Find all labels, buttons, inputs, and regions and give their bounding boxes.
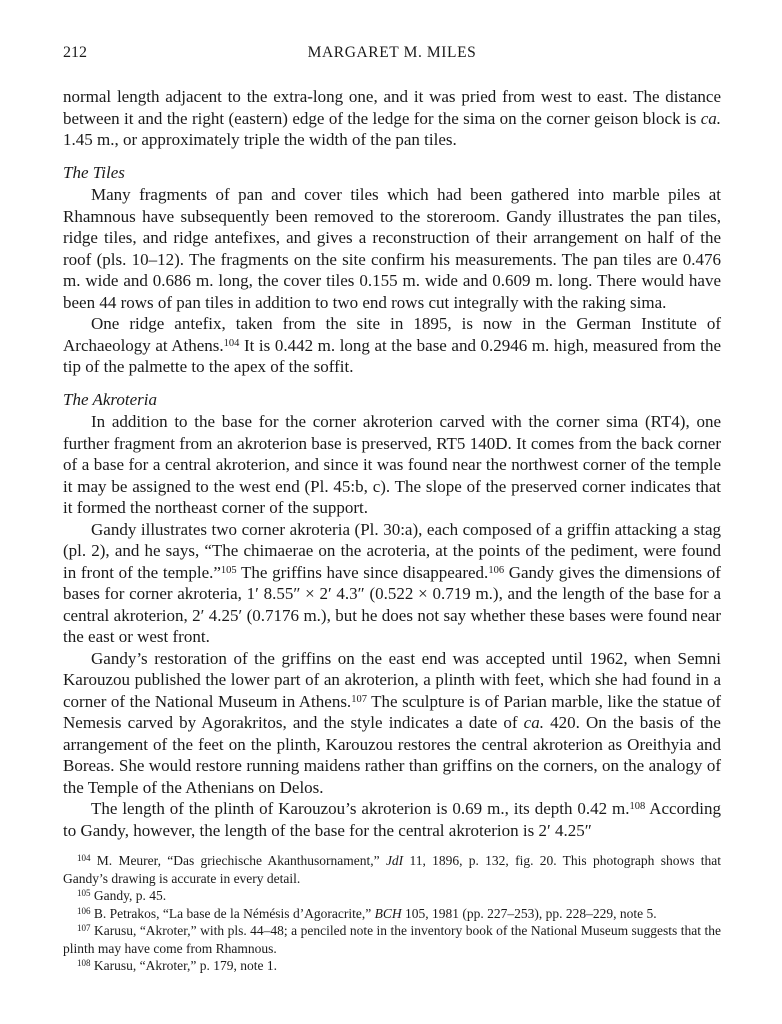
footnote-reference-number: 108 (629, 801, 646, 812)
body-text (63, 86, 721, 841)
text-run: The Tiles (63, 162, 125, 182)
footnote-reference-number: 104 (223, 337, 240, 349)
text-run: JdI (385, 853, 404, 868)
text-run: Gandy illustrates two corner akroteria (Pl. 30:a), each composed of a griffin attacking a stag (pl. 2), and he says, “The chimaerae on the acroteria, at the points of the pediment, were found in front of the temple.” (63, 519, 721, 582)
text-run: BCH (374, 905, 402, 921)
text-run: ca. (700, 108, 721, 128)
text-run: One ridge antefix, taken from the site in 1895, is now in the German Institute of Archaeology at Athens. (63, 314, 721, 355)
running-head-author: MARGARET M. MILES (307, 44, 477, 61)
text-run: M. Meurer, “Das griechische Akanthusornament,” (90, 853, 386, 868)
text-run: The griffins have since disappeared. (236, 562, 489, 582)
paragraph-tiles-1 (63, 184, 721, 313)
footnote-reference-number: 105 (220, 564, 237, 576)
text-run: 11, 1896, p. 132, fig. 20. This photograph shows that Gandy’s drawing is accurate in every detail. (63, 853, 721, 886)
section-heading-the-tiles (63, 162, 721, 184)
text-run: The sculpture is of Parian marble, like the statue of Nemesis carved by Agorakritos, and the style indicates a date of (63, 691, 722, 732)
footnote-107 (63, 922, 721, 957)
text-run: 420. On the basis of the arrangement of the feet on the plinth, Karouzou restores the central akroterion as Oreithyia and Boreas. She would restore running maidens rather than griffins on the corners, on the analogy of the Temple of the Athenians on Delos. (63, 713, 721, 797)
footnote-reference-number: 104 (77, 853, 91, 863)
running-header (63, 44, 721, 62)
text-run: 1.45 m., or approximately triple the width of the pan tiles. (63, 130, 457, 149)
text-run: Many fragments of pan and cover tiles which had been gathered into marble piles at Rhamnous have subsequently been removed to the storeroom. Gandy illustrates the pan tiles, ridge tiles, and ridge antefixes, and gives a reconstruction of their arrangement on half of the roof (pls. 10–12). The fragments on the site confirm his measurements. The pan tiles are 0.476 m. wide and 0.686 m. long, the cover tiles 0.155 m. wide and 0.609 m. long. There would have been 44 rows of pan tiles in addition to two end rows cut integrally with the raking sima. (63, 185, 721, 312)
footnote-reference-number: 107 (77, 923, 91, 933)
text-run: The length of the plinth of Karouzou’s akroterion is 0.69 m., its depth 0.42 m. (91, 799, 630, 818)
footnote-reference-number: 106 (488, 564, 505, 576)
text-run: The Akroteria (63, 389, 157, 409)
footnote-reference-number: 107 (351, 693, 367, 705)
footnote-106 (63, 905, 721, 923)
text-run: Gandy’s restoration of the griffins on the east end was accepted until 1962, when Semni Karouzou published the lower part of an akroterion, a plinth with feet, which she had found in a corner of the National Museum in Athens. (63, 648, 721, 711)
text-run: normal length adjacent to the extra-long one, and it was pried from west to east. The distance between it and the right (eastern) edge of the ledge for the sima on the corner geison block is (63, 87, 721, 128)
text-run: Karusu, “Akroter,” p. 179, note 1. (90, 958, 278, 973)
footnote-108 (63, 957, 721, 975)
paragraph-akroteria-2 (63, 519, 721, 648)
text-run: Gandy gives the dimensions of bases for corner akroteria, 1′ 8.55″ × 2′ 4.3″ (0.522 × 0.719 m.), and the length of the base for a central akroterion, 2′ 4.25′ (0.7176 m.), but he does not say whether these bases were found near the east or west front. (63, 562, 721, 646)
footnote-105 (63, 887, 721, 905)
section-heading-the-akroteria (63, 389, 721, 411)
footnote-reference-number: 106 (77, 905, 91, 916)
text-run: ca. (523, 713, 544, 732)
text-run: According to Gandy, however, the length of the base for the central akroterion is 2′ 4.25″ (63, 799, 721, 840)
text-run: Gandy, p. 45. (90, 888, 167, 903)
page-number: 212 (63, 44, 87, 61)
footnote-104 (63, 852, 721, 887)
text-run: B. Petrakos, “La base de la Némésis d’Agoracrite,” (90, 905, 375, 921)
page-content (63, 44, 721, 975)
paragraph-akroteria-4 (63, 798, 721, 841)
text-run: In addition to the base for the corner akroterion carved with the corner sima (RT4), one further fragment from an akroterion base is preserved, RT5 140D. It comes from the back corner of a base for a central akroterion, and since it was found near the northwest corner of the temple it may be assigned to the west end (Pl. 45:b, c). The slope of the preserved corner indicates that it formed the northeast corner of the support. (63, 412, 721, 517)
text-run: Karusu, “Akroter,” with pls. 44–48; a penciled note in the inventory book of the National Museum suggests that the plinth may have come from Rhamnous. (63, 923, 721, 956)
paragraph-continuation (63, 86, 721, 151)
paragraph-akroteria-1 (63, 411, 721, 519)
text-run: 105, 1981 (pp. 227–253), pp. 228–229, note 5. (401, 905, 657, 921)
footnotes-block (63, 852, 721, 975)
footnote-reference-number: 105 (77, 888, 91, 898)
footnote-reference-number: 108 (77, 958, 91, 968)
text-run: It is 0.442 m. long at the base and 0.2946 m. high, measured from the tip of the palmette to the apex of the soffit. (63, 335, 721, 376)
paragraph-tiles-2 (63, 313, 721, 378)
paragraph-akroteria-3 (63, 648, 721, 799)
